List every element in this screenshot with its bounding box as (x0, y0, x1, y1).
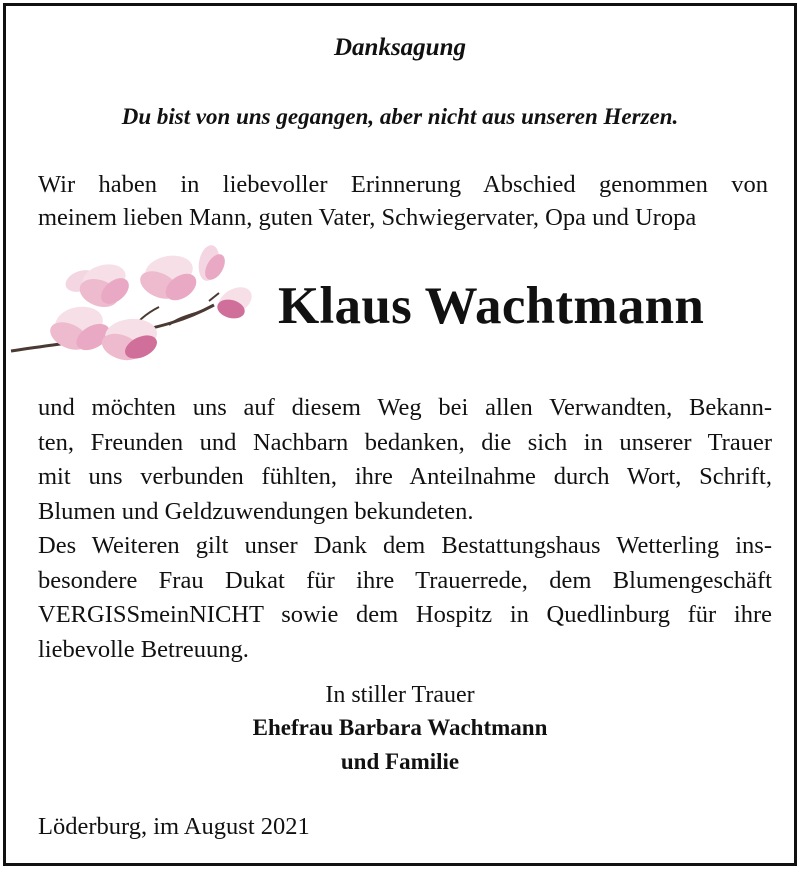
body-line: Des Weiteren gilt unser Dank dem Bestattungshaus Wetterling ins- (38, 532, 772, 559)
notice-heading: Danksagung (334, 34, 466, 61)
body-line: Blumen und Geldzuwendungen bekundeten. (38, 497, 474, 525)
magnolia-flower (98, 317, 161, 365)
magnolia-flower (76, 260, 134, 312)
body-line: VERGISSmeinNICHT sowie dem Hospitz in Quedlinburg für ihre (38, 601, 772, 628)
intro-line: meinem lieben Mann, guten Vater, Schwiegervater, Opa und Uropa (38, 204, 697, 231)
body-paragraph (38, 391, 772, 667)
notice-motto: Du bist von uns gegangen, aber nicht aus unseren Herzen. (121, 104, 679, 129)
intro-line: Wir haben in liebevoller Erinnerung Abschied genommen von (38, 171, 768, 198)
magnolia-branch-image (9, 241, 259, 366)
magnolia-flower (196, 244, 229, 284)
body-line: ten, Freunden und Nachbarn bedanken, die sich in unserer Trauer (38, 428, 772, 456)
signature-greeting: In stiller Trauer (325, 682, 475, 708)
signature-family: und Familie (340, 749, 460, 774)
body-line: und möchten uns auf diesem Weg bei allen Verwandten, Bekann- (38, 394, 772, 421)
body-line: mit uns verbunden fühlten, ihre Anteilnahme durch Wort, Schrift, (38, 463, 772, 490)
signature-name: Ehefrau Barbara Wachtmann (252, 715, 548, 740)
obituary-notice (3, 3, 797, 866)
magnolia-flower (136, 252, 201, 306)
magnolia-flower (213, 282, 256, 322)
body-line: liebevolle Betreuung. (38, 635, 249, 663)
intro-paragraph (38, 168, 768, 234)
branch-twig (209, 293, 219, 301)
deceased-name: Klaus Wachtmann (278, 277, 705, 335)
place-date: Löderburg, im August 2021 (38, 813, 310, 840)
body-line: besondere Frau Dukat für ihre Trauerrede, dem Blumengeschäft (38, 566, 772, 594)
